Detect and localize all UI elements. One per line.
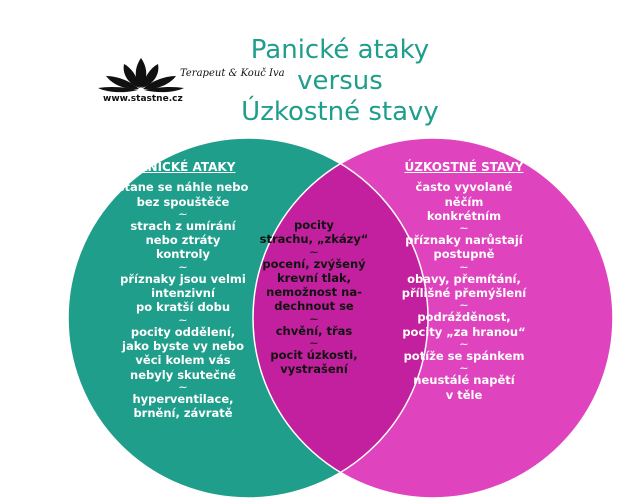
left-heading: PANICKÉ ATAKY bbox=[130, 160, 236, 174]
left-separator: ~ bbox=[178, 312, 188, 327]
right-item-line: podrážděnost, bbox=[417, 310, 511, 325]
right-item-line: postupně bbox=[433, 247, 495, 262]
right-item-line: potíže se spánkem bbox=[403, 348, 525, 363]
left-item-line: příznaky jsou velmi bbox=[120, 271, 246, 286]
right-separator: ~ bbox=[459, 259, 469, 274]
right-column bbox=[380, 160, 548, 402]
left-item-line: brnění, závratě bbox=[133, 406, 233, 421]
left-item-line: strach z umírání bbox=[130, 218, 236, 233]
title-line-3: Úzkostné stavy bbox=[241, 97, 439, 127]
middle-separator: ~ bbox=[309, 311, 319, 326]
left-column bbox=[103, 160, 263, 420]
middle-items bbox=[253, 218, 375, 377]
left-item-line: jako byste vy nebo bbox=[122, 338, 244, 353]
left-item-line: hyperventilace, bbox=[132, 391, 234, 406]
left-item-line: kontroly bbox=[156, 247, 210, 262]
right-item-line: v těle bbox=[445, 387, 483, 402]
right-separator: ~ bbox=[459, 336, 469, 351]
left-separator: ~ bbox=[178, 379, 188, 394]
right-separator: ~ bbox=[459, 361, 469, 376]
left-item-line: nebo ztráty bbox=[145, 233, 221, 248]
middle-item-line: pocení, zvýšený bbox=[262, 256, 366, 271]
left-item-line: intenzivní bbox=[151, 286, 215, 301]
left-item-line: bez spouštěče bbox=[136, 194, 230, 209]
right-item-line: přílišné přemýšlení bbox=[401, 286, 527, 301]
middle-item-line: strachu, „zkázy“ bbox=[259, 232, 369, 247]
middle-column bbox=[253, 218, 375, 377]
title-line-2: versus bbox=[297, 66, 383, 96]
left-separator: ~ bbox=[178, 206, 188, 221]
right-item-line: příznaky narůstají bbox=[405, 233, 523, 248]
left-item-line: po kratší dobu bbox=[135, 300, 231, 315]
left-items bbox=[103, 180, 263, 420]
right-items bbox=[380, 180, 548, 402]
middle-item-line: vystrašení bbox=[280, 362, 348, 377]
right-item-line: obavy, přemítání, bbox=[407, 271, 521, 286]
middle-item-line: chvění, třas bbox=[275, 323, 353, 338]
right-separator: ~ bbox=[459, 298, 469, 313]
right-item-line: často vyvolané bbox=[415, 180, 513, 195]
logo-script: Terapeut & Kouč Iva bbox=[180, 68, 285, 79]
middle-item-line: pocit úzkosti, bbox=[270, 348, 358, 363]
left-separator: ~ bbox=[178, 259, 188, 274]
left-item-line: nebyly skutečné bbox=[130, 367, 236, 382]
right-item-line: konkrétním bbox=[426, 208, 502, 223]
logo-url: www.stastne.cz bbox=[103, 94, 183, 104]
left-item-line: stane se náhle nebo bbox=[117, 180, 249, 195]
right-item-line: pocity „za hranou“ bbox=[402, 324, 526, 339]
right-item-line: něčím bbox=[444, 194, 484, 209]
middle-item-line: nemožnost na- bbox=[266, 285, 362, 300]
middle-item-line: pocity bbox=[294, 218, 334, 232]
middle-separator: ~ bbox=[309, 244, 319, 259]
right-separator: ~ bbox=[459, 221, 469, 236]
left-item-line: pocity oddělení, bbox=[130, 324, 236, 339]
title-line-1: Panické ataky bbox=[250, 35, 430, 65]
middle-item-line: krevní tlak, bbox=[277, 270, 351, 285]
right-item-line: neustálé napětí bbox=[413, 373, 515, 388]
right-heading: ÚZKOSTNÉ STAVY bbox=[404, 160, 524, 174]
middle-separator: ~ bbox=[309, 336, 319, 351]
middle-item-line: dechnout se bbox=[274, 299, 354, 314]
left-item-line: věci kolem vás bbox=[135, 353, 231, 368]
